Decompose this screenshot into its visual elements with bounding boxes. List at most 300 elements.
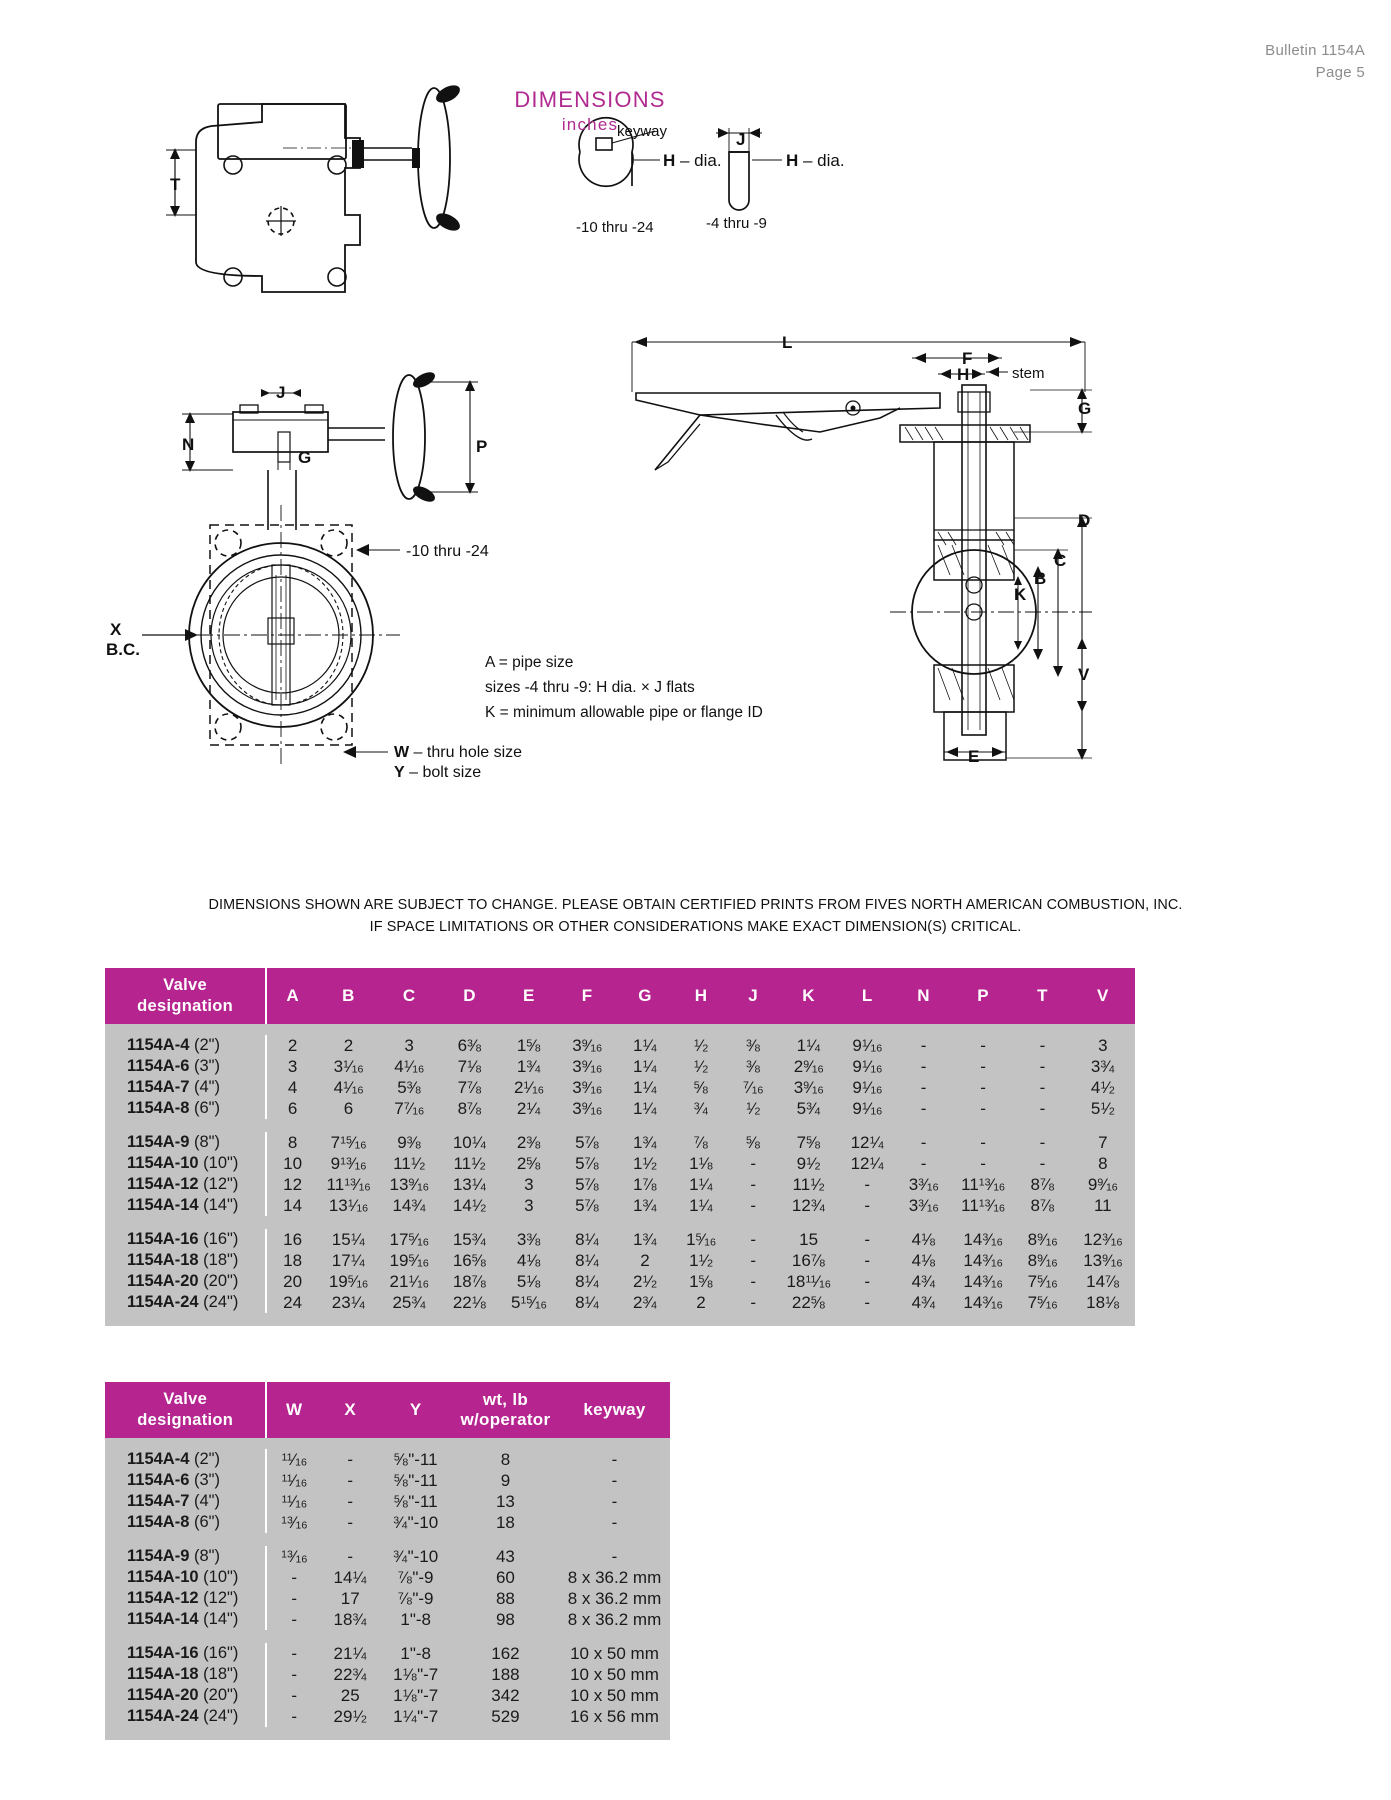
cell-w: -	[266, 1588, 320, 1609]
row-designation: 1154A-24 (24")	[105, 1706, 266, 1727]
cell-y: $1^1⁄_8"-7$	[379, 1685, 451, 1706]
gear-operator-top-view	[166, 82, 463, 292]
cell-b: $9^{13}⁄_{16}$	[318, 1153, 379, 1174]
cell-k: 15	[778, 1229, 839, 1250]
cell-b: 6	[318, 1098, 379, 1119]
cell-v: $9^9⁄_{16}$	[1071, 1174, 1135, 1195]
cell-e: $2^1⁄_4$	[500, 1098, 558, 1119]
cell-v: $12^3⁄_{16}$	[1071, 1229, 1135, 1250]
cell-b: $13^1⁄_{16}$	[318, 1195, 379, 1216]
cell-l: $9^1⁄_{16}$	[839, 1056, 895, 1077]
cell-t: -	[1014, 1132, 1070, 1153]
table1-header	[105, 968, 1135, 1024]
cell-j: -	[728, 1153, 778, 1174]
cell-j: -	[728, 1271, 778, 1292]
cell-k: $3^9⁄_{16}$	[778, 1077, 839, 1098]
label-g-box: G	[298, 448, 312, 467]
cell-h: $^3⁄_4$	[674, 1098, 728, 1119]
cell-b: $7^{15}⁄_{16}$	[318, 1132, 379, 1153]
cell-y: $^5⁄_8"-11$	[379, 1491, 451, 1512]
cell-n: $4^3⁄_4$	[895, 1271, 951, 1292]
label-d: D	[1078, 511, 1091, 530]
label-c: C	[1054, 551, 1067, 570]
row-designation: 1154A-12 (12")	[105, 1588, 266, 1609]
cell-g: $1^1⁄_2$	[616, 1153, 674, 1174]
cell-v: 11	[1071, 1195, 1135, 1216]
cell-keyway: -	[559, 1470, 670, 1491]
cell-x: $18^3⁄_4$	[321, 1609, 380, 1630]
cell-h: $^1⁄_2$	[674, 1035, 728, 1056]
table-row	[105, 1153, 1135, 1174]
table1-designation-line2: designation	[137, 997, 234, 1015]
cell-y: $^7⁄_8"-9$	[379, 1588, 451, 1609]
cell-f: $3^9⁄_{16}$	[558, 1035, 616, 1056]
cell-d: $7^1⁄_8$	[439, 1056, 499, 1077]
table-pad	[105, 1024, 1135, 1035]
cell-d: $6^3⁄_8$	[439, 1035, 499, 1056]
label-callout-10-24: -10 thru -24	[406, 543, 489, 560]
cell-n: -	[895, 1035, 951, 1056]
cell-f: $5^7⁄_8$	[558, 1195, 616, 1216]
table1-col-b: B	[318, 968, 379, 1024]
cell-x: $21^1⁄_4$	[321, 1643, 380, 1664]
label-keyway: keyway	[617, 123, 668, 140]
cell-d: $7^7⁄_8$	[439, 1077, 499, 1098]
page-number: Page 5	[1315, 63, 1365, 81]
table1-col-n: N	[895, 968, 951, 1024]
cell-x: -	[321, 1449, 380, 1470]
table1-col-g: G	[616, 968, 674, 1024]
cell-e: $3^3⁄_8$	[500, 1229, 558, 1250]
cell-c: $5^3⁄_8$	[379, 1077, 440, 1098]
cell-h: $1^5⁄_8$	[674, 1271, 728, 1292]
table-row	[105, 1077, 1135, 1098]
cell-y: $1^1⁄_4"-7$	[379, 1706, 451, 1727]
label-b: B	[1034, 569, 1047, 588]
cell-v: $18^1⁄_8$	[1071, 1292, 1135, 1313]
cell-x: $29^1⁄_2$	[321, 1706, 380, 1727]
cell-keyway: 10 x 50 mm	[559, 1664, 670, 1685]
cell-h: 2	[674, 1292, 728, 1313]
table-row	[105, 1685, 670, 1706]
cell-keyway: 8 x 36.2 mm	[559, 1567, 670, 1588]
table1-col-l: L	[839, 968, 895, 1024]
label-bc: B.C.	[106, 640, 140, 659]
cell-h: $1^1⁄_2$	[674, 1250, 728, 1271]
cell-d: $14^1⁄_2$	[439, 1195, 499, 1216]
cell-x: -	[321, 1546, 380, 1567]
cell-p: -	[952, 1132, 1015, 1153]
cell-l: $9^1⁄_{16}$	[839, 1077, 895, 1098]
cell-w: $^{13}⁄_{16}$	[266, 1546, 320, 1567]
cell-d: $13^1⁄_4$	[439, 1174, 499, 1195]
label-h-dia-left: H – dia.	[663, 151, 722, 170]
cell-w: -	[266, 1685, 320, 1706]
cell-g: 2	[616, 1250, 674, 1271]
cell-n: -	[895, 1098, 951, 1119]
row-designation: 1154A-20 (20")	[105, 1685, 266, 1706]
cell-v: $5^1⁄_2$	[1071, 1098, 1135, 1119]
cell-e: $2^1⁄_{16}$	[500, 1077, 558, 1098]
cell-y: 1"-8	[379, 1609, 451, 1630]
cell-f: $5^7⁄_8$	[558, 1174, 616, 1195]
cell-keyway: 10 x 50 mm	[559, 1643, 670, 1664]
table-group-spacer	[105, 1630, 670, 1643]
cell-d: $15^3⁄_4$	[439, 1229, 499, 1250]
cell-wt-lb-w-operator: 60	[452, 1567, 559, 1588]
label-j-box: J	[276, 383, 286, 402]
cell-g: $1^3⁄_4$	[616, 1195, 674, 1216]
cell-e: $1^3⁄_4$	[500, 1056, 558, 1077]
label-g-right: G	[1078, 399, 1092, 418]
disclaimer-line-1: DIMENSIONS SHOWN ARE SUBJECT TO CHANGE. PLEASE OBTAIN CERTIFIED PRINTS FROM FIVES NORTH AMERICAN COMBUSTION, INC.	[208, 897, 1183, 913]
table-row	[105, 1546, 670, 1567]
cell-g: $1^1⁄_4$	[616, 1035, 674, 1056]
cell-f: $5^7⁄_8$	[558, 1153, 616, 1174]
cell-t: $8^9⁄_{16}$	[1014, 1250, 1070, 1271]
table1-col-f: F	[558, 968, 616, 1024]
cell-w: $^{11}⁄_{16}$	[266, 1449, 320, 1470]
cell-y: $^5⁄_8"-11$	[379, 1470, 451, 1491]
table-row	[105, 1250, 1135, 1271]
label-h-dia-right: H – dia.	[786, 151, 845, 170]
cell-p: $14^3⁄_{16}$	[952, 1229, 1015, 1250]
cell-p: -	[952, 1153, 1015, 1174]
table-pad	[105, 1727, 670, 1740]
cell-w: -	[266, 1643, 320, 1664]
cell-g: $1^1⁄_4$	[616, 1077, 674, 1098]
cell-k: $11^1⁄_2$	[778, 1174, 839, 1195]
table2-col-x: X	[321, 1382, 380, 1438]
cell-k: $18^{11}⁄_{16}$	[778, 1271, 839, 1292]
table-group-spacer	[105, 1533, 670, 1546]
cell-b: $15^1⁄_4$	[318, 1229, 379, 1250]
cell-l: $9^1⁄_{16}$	[839, 1035, 895, 1056]
cell-a: 12	[266, 1174, 318, 1195]
table1-col-k: K	[778, 968, 839, 1024]
cell-a: 10	[266, 1153, 318, 1174]
cell-p: $14^3⁄_{16}$	[952, 1271, 1015, 1292]
cell-n: -	[895, 1056, 951, 1077]
cell-j: $^1⁄_2$	[728, 1098, 778, 1119]
cell-t: $8^7⁄_8$	[1014, 1174, 1070, 1195]
cell-c: $9^3⁄_8$	[379, 1132, 440, 1153]
cell-c: $13^9⁄_{16}$	[379, 1174, 440, 1195]
cell-e: $2^3⁄_8$	[500, 1132, 558, 1153]
label-x: X	[110, 620, 122, 639]
table2-col-keyway: keyway	[559, 1382, 670, 1438]
label-range-4-9: -4 thru -9	[706, 215, 767, 232]
table1-col-v: V	[1071, 968, 1135, 1024]
cell-y: $^3⁄_4"-10$	[379, 1512, 451, 1533]
cell-wt-lb-w-operator: 8	[452, 1449, 559, 1470]
cell-p: $14^3⁄_{16}$	[952, 1292, 1015, 1313]
table2-col-y: Y	[379, 1382, 451, 1438]
cell-w: $^{13}⁄_{16}$	[266, 1512, 320, 1533]
cell-l: $12^1⁄_4$	[839, 1132, 895, 1153]
bulletin-number: Bulletin 1154A	[1265, 42, 1365, 59]
table-row	[105, 1195, 1135, 1216]
cell-x: 17	[321, 1588, 380, 1609]
row-designation: 1154A-18 (18")	[105, 1664, 266, 1685]
table-row	[105, 1706, 670, 1727]
row-designation: 1154A-18 (18")	[105, 1250, 266, 1271]
table-row	[105, 1292, 1135, 1313]
cell-e: 3	[500, 1195, 558, 1216]
cell-a: 3	[266, 1056, 318, 1077]
cell-j: $^7⁄_{16}$	[728, 1077, 778, 1098]
cell-a: 14	[266, 1195, 318, 1216]
cell-y: 1"-8	[379, 1643, 451, 1664]
cell-f: $3^9⁄_{16}$	[558, 1077, 616, 1098]
cell-a: 20	[266, 1271, 318, 1292]
cell-w: -	[266, 1664, 320, 1685]
label-n: N	[182, 435, 195, 454]
label-y-note: Y – bolt size	[394, 764, 482, 781]
label-e: E	[968, 747, 980, 766]
cell-b: $11^{13}⁄_{16}$	[318, 1174, 379, 1195]
cell-w: $^{11}⁄_{16}$	[266, 1491, 320, 1512]
row-designation: 1154A-20 (20")	[105, 1271, 266, 1292]
cell-l: $12^1⁄_4$	[839, 1153, 895, 1174]
cell-j: $^3⁄_8$	[728, 1035, 778, 1056]
cell-l: -	[839, 1271, 895, 1292]
table-row	[105, 1512, 670, 1533]
cell-p: $11^{13}⁄_{16}$	[952, 1174, 1015, 1195]
cell-d: $10^1⁄_4$	[439, 1132, 499, 1153]
table1-col-j: J	[728, 968, 778, 1024]
cell-g: $1^3⁄_4$	[616, 1229, 674, 1250]
cell-n: $4^1⁄_8$	[895, 1229, 951, 1250]
row-designation: 1154A-10 (10")	[105, 1567, 266, 1588]
cell-h: $^7⁄_8$	[674, 1132, 728, 1153]
cell-f: $8^1⁄_4$	[558, 1250, 616, 1271]
cell-g: $1^7⁄_8$	[616, 1174, 674, 1195]
row-designation: 1154A-12 (12")	[105, 1174, 266, 1195]
cell-p: -	[952, 1077, 1015, 1098]
disclaimer-text	[0, 895, 1391, 938]
row-designation: 1154A-7 (4")	[105, 1491, 266, 1512]
cell-j: $^5⁄_8$	[728, 1132, 778, 1153]
row-designation: 1154A-8 (6")	[105, 1512, 266, 1533]
cell-n: -	[895, 1077, 951, 1098]
table2-designation-line1: Valve	[163, 1390, 208, 1409]
cell-v: $13^9⁄_{16}$	[1071, 1250, 1135, 1271]
dimensions-table-main	[105, 968, 1135, 1326]
cell-b: $4^1⁄_{16}$	[318, 1077, 379, 1098]
table2-col-wt-lb-w-operator: wt, lb w/operator	[452, 1382, 559, 1438]
table1-col-c: C	[379, 968, 440, 1024]
cell-v: $14^7⁄_8$	[1071, 1271, 1135, 1292]
row-designation: 1154A-9 (8")	[105, 1132, 266, 1153]
cell-j: -	[728, 1250, 778, 1271]
table2-header	[105, 1382, 670, 1438]
cell-keyway: 10 x 50 mm	[559, 1685, 670, 1706]
cell-g: $2^3⁄_4$	[616, 1292, 674, 1313]
cell-c: $14^3⁄_4$	[379, 1195, 440, 1216]
cell-t: -	[1014, 1077, 1070, 1098]
row-designation: 1154A-16 (16")	[105, 1229, 266, 1250]
cell-wt-lb-w-operator: 43	[452, 1546, 559, 1567]
row-designation: 1154A-16 (16")	[105, 1643, 266, 1664]
cell-v: $3^3⁄_4$	[1071, 1056, 1135, 1077]
cell-w: -	[266, 1609, 320, 1630]
cell-h: $1^5⁄_{16}$	[674, 1229, 728, 1250]
dimensions-title-main: DIMENSIONS	[514, 87, 666, 112]
table1-body	[105, 1024, 1135, 1326]
row-designation: 1154A-6 (3")	[105, 1470, 266, 1491]
table-group-spacer	[105, 1119, 1135, 1132]
label-stem: stem	[1012, 365, 1045, 382]
cell-j: -	[728, 1174, 778, 1195]
cell-wt-lb-w-operator: 98	[452, 1609, 559, 1630]
table-row	[105, 1588, 670, 1609]
cell-k: $12^3⁄_4$	[778, 1195, 839, 1216]
row-designation: 1154A-14 (14")	[105, 1609, 266, 1630]
cell-d: $22^1⁄_8$	[439, 1292, 499, 1313]
cell-n: -	[895, 1132, 951, 1153]
label-l: L	[782, 333, 793, 352]
valve-front-view	[142, 369, 478, 765]
cell-p: -	[952, 1035, 1015, 1056]
diagram-notes	[485, 650, 763, 725]
row-designation: 1154A-6 (3")	[105, 1056, 266, 1077]
cell-c: $4^1⁄_{16}$	[379, 1056, 440, 1077]
cell-b: 2	[318, 1035, 379, 1056]
label-f: F	[962, 349, 973, 368]
cell-g: $1^1⁄_4$	[616, 1056, 674, 1077]
cell-x: -	[321, 1491, 380, 1512]
cell-t: -	[1014, 1035, 1070, 1056]
cell-v: 3	[1071, 1035, 1135, 1056]
row-designation: 1154A-9 (8")	[105, 1546, 266, 1567]
cell-j: -	[728, 1229, 778, 1250]
cell-e: $5^{15}⁄_{16}$	[500, 1292, 558, 1313]
table1-header-row	[105, 968, 1135, 1024]
cell-y: $1^1⁄_8"-7$	[379, 1664, 451, 1685]
cell-b: $23^1⁄_4$	[318, 1292, 379, 1313]
cell-h: $1^1⁄_8$	[674, 1153, 728, 1174]
label-range-10-24: -10 thru -24	[576, 219, 654, 236]
cell-f: $3^9⁄_{16}$	[558, 1098, 616, 1119]
table-pad	[105, 1438, 670, 1449]
cell-a: 2	[266, 1035, 318, 1056]
table1-col-e: E	[500, 968, 558, 1024]
table1-col-p: P	[952, 968, 1015, 1024]
cell-keyway: 8 x 36.2 mm	[559, 1588, 670, 1609]
table-row	[105, 1098, 1135, 1119]
cell-l: -	[839, 1250, 895, 1271]
cell-t: $7^5⁄_{16}$	[1014, 1271, 1070, 1292]
row-designation: 1154A-4 (2")	[105, 1035, 266, 1056]
table1-col-t: T	[1014, 968, 1070, 1024]
cell-k: $2^9⁄_{16}$	[778, 1056, 839, 1077]
cell-keyway: -	[559, 1491, 670, 1512]
table-row	[105, 1271, 1135, 1292]
cell-e: $4^1⁄_8$	[500, 1250, 558, 1271]
table-row	[105, 1229, 1135, 1250]
label-h-cross: H	[957, 365, 970, 384]
table-row	[105, 1449, 670, 1470]
cell-f: $5^7⁄_8$	[558, 1132, 616, 1153]
note-sizes: sizes -4 thru -9: H dia. × J flats	[485, 679, 695, 697]
table1-col-d: D	[439, 968, 499, 1024]
cell-j: $^3⁄_8$	[728, 1056, 778, 1077]
cell-y: $^7⁄_8"-9$	[379, 1567, 451, 1588]
cell-v: $4^1⁄_2$	[1071, 1077, 1135, 1098]
cell-wt-lb-w-operator: 342	[452, 1685, 559, 1706]
cell-a: 24	[266, 1292, 318, 1313]
cell-y: $^5⁄_8"-11$	[379, 1449, 451, 1470]
cell-t: $8^9⁄_{16}$	[1014, 1229, 1070, 1250]
cell-a: 18	[266, 1250, 318, 1271]
cell-v: 7	[1071, 1132, 1135, 1153]
cell-keyway: -	[559, 1449, 670, 1470]
cell-l: -	[839, 1292, 895, 1313]
cell-h: $1^1⁄_4$	[674, 1195, 728, 1216]
cell-t: -	[1014, 1056, 1070, 1077]
cell-h: $^5⁄_8$	[674, 1077, 728, 1098]
cell-l: $9^1⁄_{16}$	[839, 1098, 895, 1119]
table2-body	[105, 1438, 670, 1740]
cell-t: $8^7⁄_8$	[1014, 1195, 1070, 1216]
cell-h: $1^1⁄_4$	[674, 1174, 728, 1195]
table1-col-designation	[105, 968, 266, 1024]
cell-c: $11^1⁄_2$	[379, 1153, 440, 1174]
cell-a: 16	[266, 1229, 318, 1250]
cell-p: $14^3⁄_{16}$	[952, 1250, 1015, 1271]
cell-f: $8^1⁄_4$	[558, 1292, 616, 1313]
cell-e: $5^1⁄_8$	[500, 1271, 558, 1292]
cell-p: -	[952, 1098, 1015, 1119]
cell-e: 3	[500, 1174, 558, 1195]
cell-g: $1^3⁄_4$	[616, 1132, 674, 1153]
cell-wt-lb-w-operator: 529	[452, 1706, 559, 1727]
cell-k: $16^7⁄_8$	[778, 1250, 839, 1271]
cell-n: $3^3⁄_{16}$	[895, 1174, 951, 1195]
cell-k: $9^1⁄_2$	[778, 1153, 839, 1174]
note-k: K = minimum allowable pipe or flange ID	[485, 704, 763, 722]
cell-c: $21^1⁄_{16}$	[379, 1271, 440, 1292]
table2-col-w: W	[266, 1382, 320, 1438]
cell-c: $25^3⁄_4$	[379, 1292, 440, 1313]
cell-k: $22^5⁄_8$	[778, 1292, 839, 1313]
table-row	[105, 1491, 670, 1512]
table-row	[105, 1567, 670, 1588]
cell-d: $18^7⁄_8$	[439, 1271, 499, 1292]
cell-p: -	[952, 1056, 1015, 1077]
row-designation: 1154A-24 (24")	[105, 1292, 266, 1313]
label-j-stem: J	[736, 130, 746, 149]
row-designation: 1154A-14 (14")	[105, 1195, 266, 1216]
cell-j: -	[728, 1195, 778, 1216]
cell-h: $^1⁄_2$	[674, 1056, 728, 1077]
cell-c: $17^5⁄_{16}$	[379, 1229, 440, 1250]
row-designation: 1154A-10 (10")	[105, 1153, 266, 1174]
cell-g: $1^1⁄_4$	[616, 1098, 674, 1119]
table-row	[105, 1056, 1135, 1077]
cell-b: $3^1⁄_{16}$	[318, 1056, 379, 1077]
cell-v: 8	[1071, 1153, 1135, 1174]
table-row	[105, 1035, 1135, 1056]
table-group-spacer	[105, 1216, 1135, 1229]
cell-a: 6	[266, 1098, 318, 1119]
cell-d: $11^1⁄_2$	[439, 1153, 499, 1174]
cell-p: $11^{13}⁄_{16}$	[952, 1195, 1015, 1216]
cell-n: $4^1⁄_8$	[895, 1250, 951, 1271]
table-pad	[105, 1313, 1135, 1326]
dimensions-title	[510, 86, 670, 135]
